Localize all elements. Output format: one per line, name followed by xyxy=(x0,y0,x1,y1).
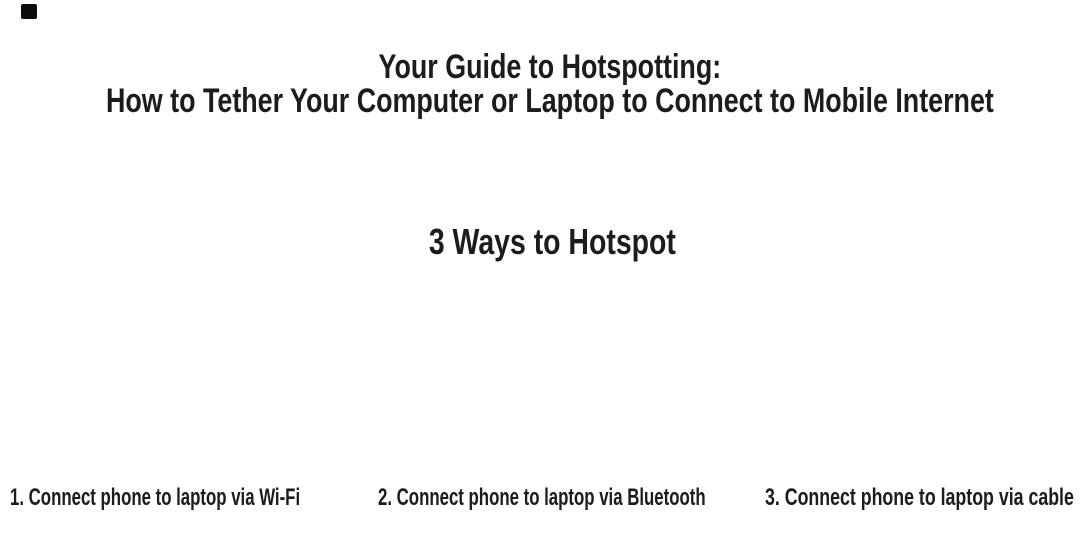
page-title-line-1-text: Your Guide to Hotspotting: xyxy=(378,48,722,86)
page-title-line-1 xyxy=(20,50,1080,84)
section-heading xyxy=(24,222,1080,262)
corner-marker-icon xyxy=(21,4,37,19)
page-title xyxy=(20,50,1080,118)
method-caption-bluetooth: 2. Connect phone to laptop via Bluetooth xyxy=(378,484,706,511)
method-caption-cable: 3. Connect phone to laptop via cable xyxy=(765,484,1074,511)
page-title-line-2 xyxy=(20,84,1080,118)
method-caption-wifi: 1. Connect phone to laptop via Wi-Fi xyxy=(10,484,301,511)
page-title-line-2-text: How to Tether Your Computer or Laptop to Connect to Mobile Internet xyxy=(106,82,994,120)
section-heading-text: 3 Ways to Hotspot xyxy=(428,221,676,262)
